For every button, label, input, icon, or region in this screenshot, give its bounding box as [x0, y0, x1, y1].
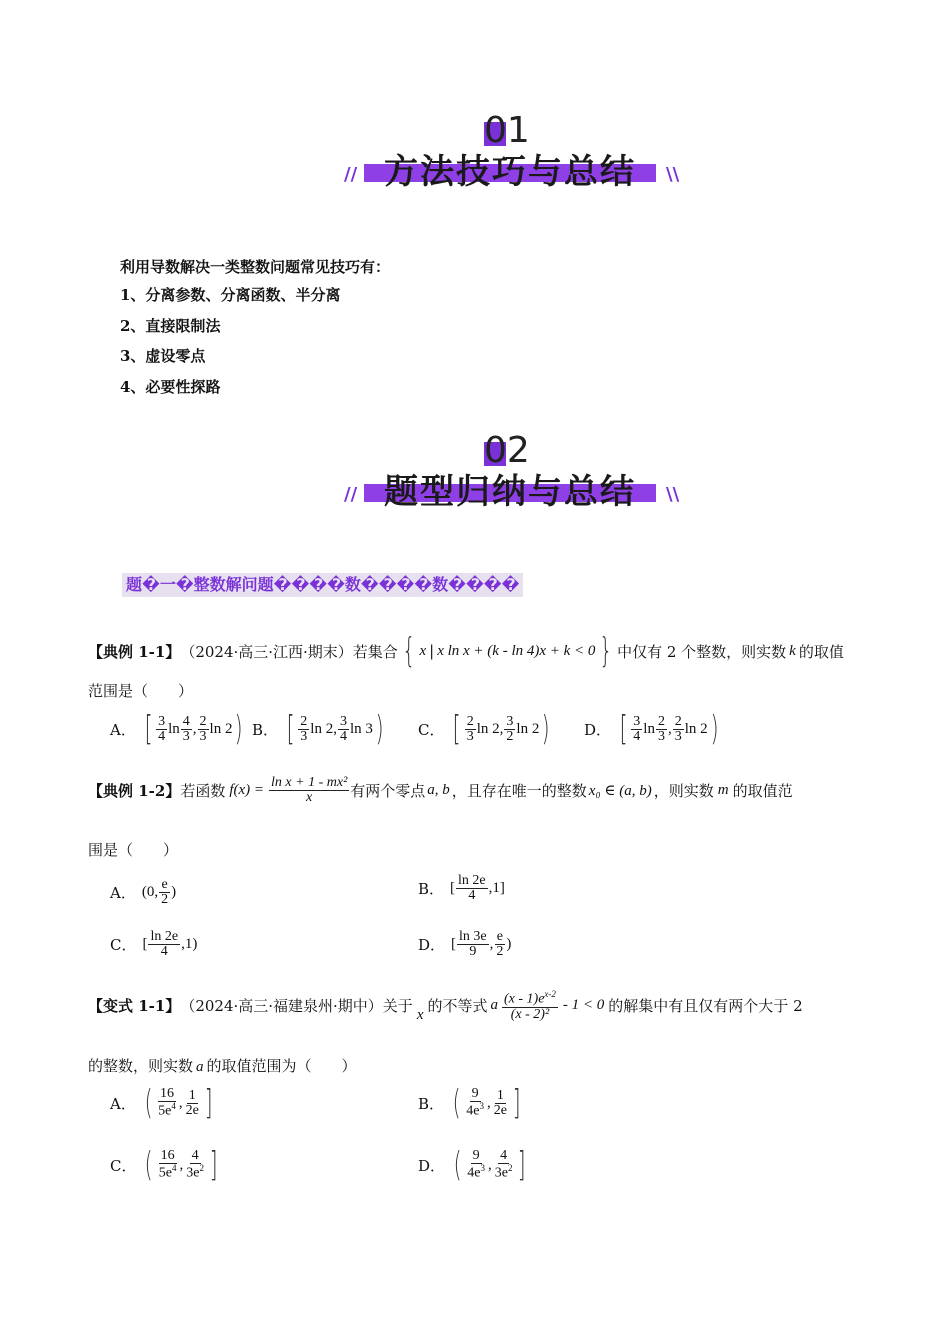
tip-item: 3、虚设零点	[120, 347, 206, 365]
example-text: 的不等式	[427, 997, 488, 1016]
example-text: 的取值范	[732, 782, 793, 800]
tip-item: 4、必要性探路	[120, 378, 221, 396]
example-text: 中仅有 2 个整数，则实数	[617, 642, 787, 661]
option-c[interactable]: C． [ $\frac{2}{3}$ ln 2 , $\frac{3}{2}$ ln 2 )	[418, 709, 550, 749]
option-c[interactable]: C． [ $\frac{\ln 2e}{4}$ ,1)	[110, 929, 198, 959]
option-c[interactable]: C． ( $\frac{16}{5e^4}$ , $\frac{4}{3e^2}$ ]	[110, 1145, 218, 1185]
section-title: 方法技巧与总结	[384, 152, 636, 192]
option-b[interactable]: B． [ $\frac{2}{3}$ ln 2 , $\frac{3}{4}$ ln 3 )	[252, 709, 384, 749]
parameter-a: a	[490, 997, 498, 1014]
option-b[interactable]: B． [ $\frac{\ln 2e}{4}$ ,1]	[418, 873, 505, 903]
example-tag: 【典例 1-1】	[88, 642, 181, 661]
example-1-1-line1: 【典例 1-1】 （2024·高三·江西·期末）若集合 { x | x ln x + (k - ln 4)x + k < 0 } 中仅有 2 个整数，则实数 k 的取值	[88, 631, 844, 671]
parameter-m: m	[717, 782, 729, 798]
section-title: 题型归纳与总结	[384, 472, 636, 512]
example-1-2-line2: 围是（ ）	[88, 841, 179, 859]
option-b[interactable]: B． ( $\frac{9}{4e^3}$ , $\frac{1}{2e}$ ]	[418, 1083, 521, 1123]
banner-slash-left: //	[344, 484, 358, 505]
integer-x0: x₀ ∈ (a, b)	[588, 783, 652, 799]
option-a[interactable]: A． ( $\frac{16}{5e^4}$ , $\frac{1}{2e}$ ]	[110, 1083, 213, 1123]
section-number: 02	[484, 430, 530, 471]
zeros-ab: a, b	[427, 782, 450, 798]
tips-intro: 利用导数解决一类整数问题常见技巧有：	[120, 258, 391, 276]
question-type-label: 题�一�整数解问题����数����数����	[122, 573, 523, 597]
example-text: ，则实数	[653, 782, 714, 800]
example-source: （2024·高三·江西·期末）若集合	[180, 642, 398, 661]
inequality-tail: - 1 < 0	[562, 997, 605, 1014]
section-banner-02	[330, 430, 690, 526]
example-text: 若函数	[180, 782, 226, 800]
example-1-1-line2: 范围是（ ）	[88, 682, 194, 700]
example-text: 的解集中有且仅有两个大于 2	[608, 997, 803, 1016]
example-text: ，且存在唯一的整数	[451, 782, 587, 800]
banner-slash-right: \\	[666, 164, 680, 185]
option-d[interactable]: D． [ $\frac{\ln 3e}{9}$ , $\frac{e}{2}$ )	[418, 929, 512, 959]
function-name: f(x) =	[229, 782, 265, 798]
option-a[interactable]: A． (0, $\frac{e}{2}$ )	[110, 877, 177, 907]
tip-item: 2、直接限制法	[120, 317, 221, 335]
inequality-fraction: $\frac{(x - 1)e^{x-2}}{\text{(x - 2)²}}$	[504, 989, 556, 1022]
example-tag: 【典例 1-2】	[88, 782, 181, 800]
example-text: 有两个零点	[350, 782, 426, 800]
option-d[interactable]: D． ( $\frac{9}{4e^3}$ , $\frac{4}{3e^2}$ ]	[418, 1145, 527, 1185]
variant-1-1-line1	[88, 990, 803, 1022]
option-a[interactable]: A． [ $\frac{3}{4}$ ln $\frac{4}{3}$ , $\frac{2}{3}$ ln 2 )	[110, 709, 244, 749]
section-number: 01	[484, 110, 530, 151]
set-condition: x ln x + (k - ln 4)x + k < 0	[437, 642, 596, 659]
example-source: （2024·高三·福建泉州·期中）关于	[180, 997, 413, 1016]
example-tag: 【变式 1-1】	[88, 997, 181, 1016]
banner-slash-right: \\	[666, 484, 680, 505]
variable-x: x	[416, 1007, 424, 1024]
function-fraction: $\frac{\text{ln x + 1 - mx²}}{x}$	[271, 775, 348, 805]
variant-1-1-line2: 的整数，则实数 a 的取值范围为（ ）	[88, 1057, 357, 1075]
option-d[interactable]: D． [ $\frac{3}{4}$ ln $\frac{2}{3}$ , $\frac{2}{3}$ ln 2 )	[584, 709, 719, 749]
set-variable: x	[419, 642, 427, 659]
banner-slash-left: //	[344, 164, 358, 185]
section-banner-01	[330, 110, 690, 206]
parameter-k: k	[789, 642, 796, 659]
example-text: 的取值	[798, 642, 844, 661]
tip-item: 1、分离参数、分离函数、半分离	[120, 286, 341, 304]
example-1-2-line1	[88, 776, 793, 805]
